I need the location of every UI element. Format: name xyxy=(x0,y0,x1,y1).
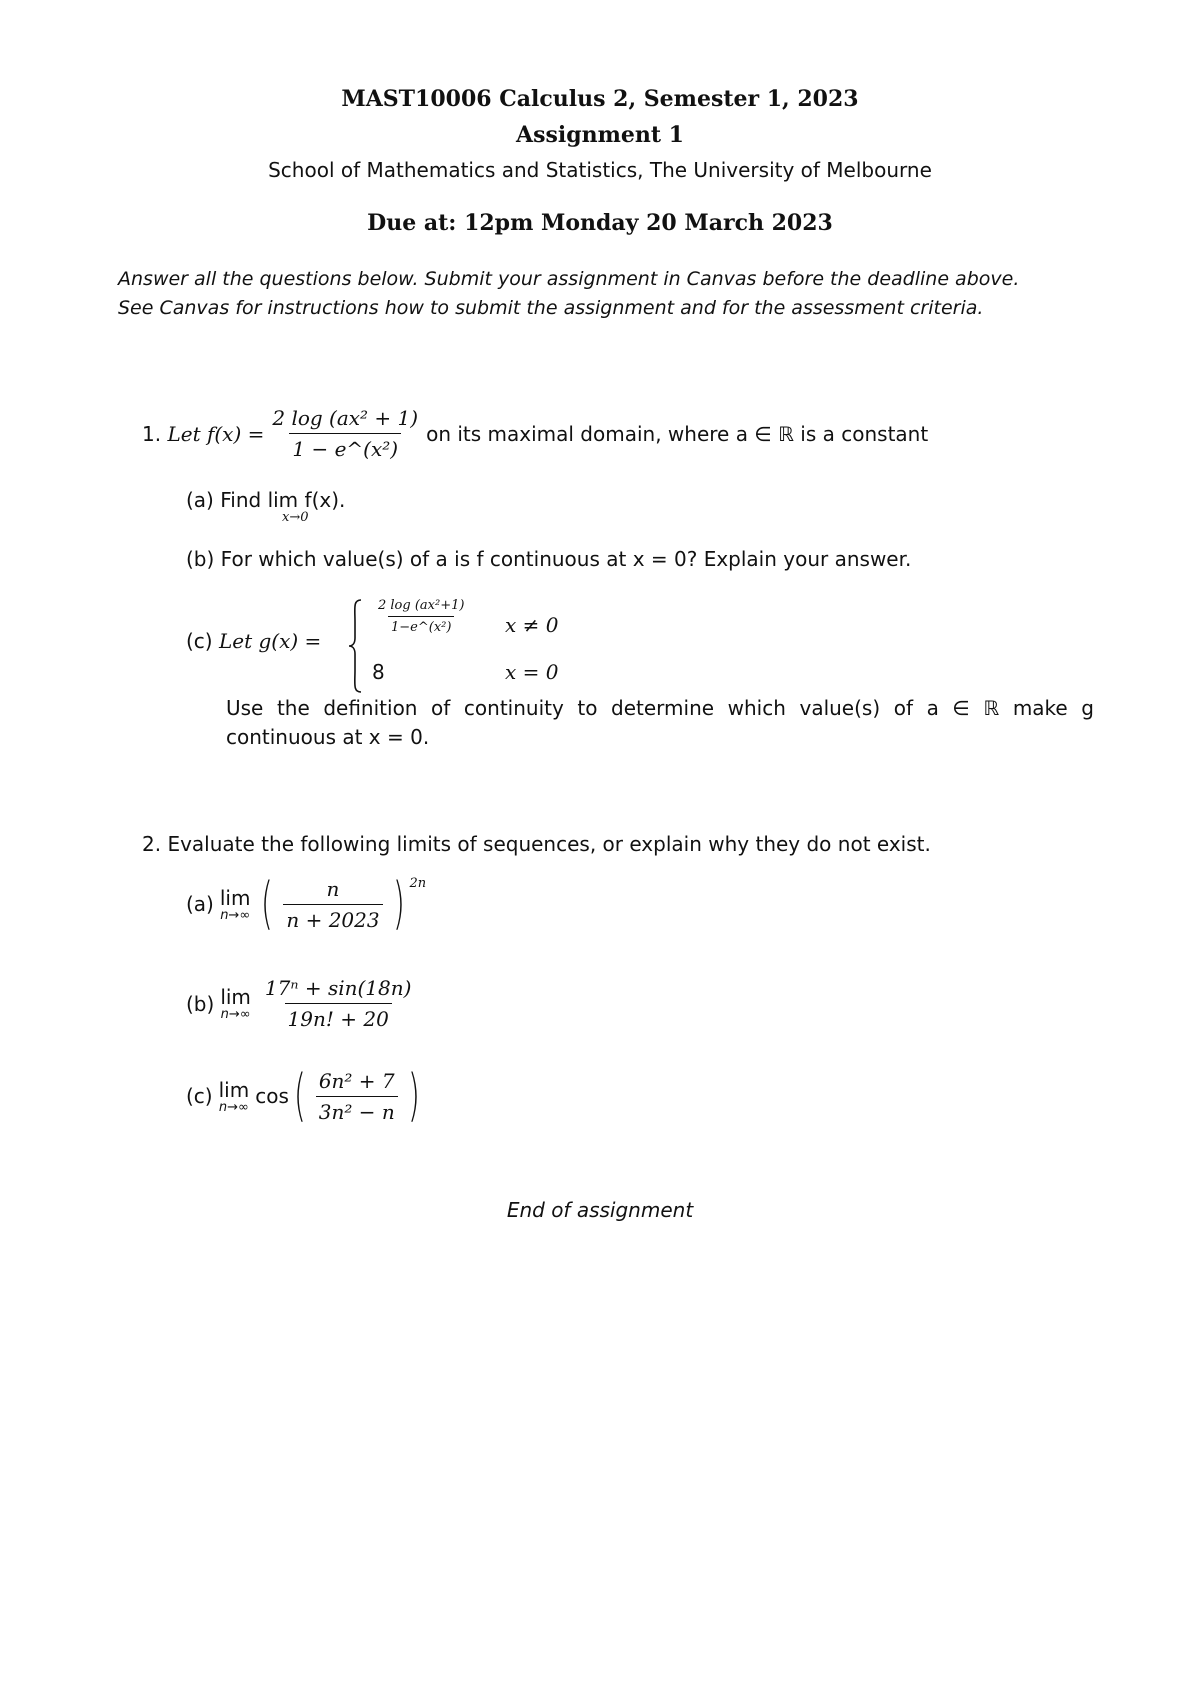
assignment-title: Assignment 1 xyxy=(516,122,684,148)
school-name: School of Mathematics and Statistics, The University of Melbourne xyxy=(268,158,932,182)
instructions-line-1: Answer all the questions below. Submit your assignment in Canvas before the deadline above. xyxy=(118,268,1020,290)
piecewise-case-1-expression xyxy=(370,598,472,635)
question-1c-label: (c) xyxy=(186,629,213,653)
question-1a-subscript: x→0 xyxy=(282,510,309,525)
question-2a-exponent: 2n xyxy=(409,876,427,891)
question-2a xyxy=(186,871,427,936)
question-1b-text: For which value(s) of a is f continuous at x = 0? Explain your answer. xyxy=(220,547,912,571)
instructions-line-2: See Canvas for instructions how to submit the assignment and for the assessment criteria. xyxy=(118,297,984,319)
right-paren: ) xyxy=(407,1063,420,1128)
question-2a-denominator: n + 2023 xyxy=(283,904,382,932)
case-1-denominator: 1−e^(x²) xyxy=(388,616,454,635)
question-2c-limit: lim n→∞ xyxy=(218,1077,250,1115)
piecewise-case-2-condition: x = 0 xyxy=(505,660,559,684)
question-1-denominator: 1 − e^(x²) xyxy=(289,433,401,461)
question-1a-text: Find lim f(x). xyxy=(220,488,346,512)
question-2c-fraction xyxy=(316,1069,398,1124)
left-paren: ( xyxy=(261,871,274,936)
question-1b-label: (b) xyxy=(186,547,215,571)
due-date: Due at: 12pm Monday 20 March 2023 xyxy=(367,210,833,236)
piecewise-brace xyxy=(348,598,362,694)
question-1c-lead: Let g(x) = xyxy=(218,629,322,653)
question-2a-limit: lim n→∞ xyxy=(219,885,251,923)
question-2a-numerator: n xyxy=(326,876,340,901)
right-paren: ) xyxy=(392,871,405,936)
question-1-number: 1. xyxy=(142,421,162,446)
question-1a-label: (a) xyxy=(186,488,214,512)
question-1 xyxy=(142,406,928,461)
question-1c-instruction-1: Use the definition of continuity to determine which value(s) of a ∈ ℝ make g xyxy=(226,696,1094,720)
question-2b xyxy=(186,976,419,1031)
question-2-number: 2. xyxy=(142,832,162,856)
end-of-assignment: End of assignment xyxy=(506,1198,694,1222)
question-2b-limit: lim n→∞ xyxy=(220,985,251,1022)
piecewise-case-2-expression: 8 xyxy=(372,660,385,684)
question-1-lead: Let f(x) = xyxy=(167,421,265,446)
question-2 xyxy=(142,832,931,856)
question-1c-instruction-2: continuous at x = 0. xyxy=(226,725,430,749)
case-1-numerator: 2 log (ax²+1) xyxy=(378,598,465,613)
question-1-numerator: 2 log (ax² + 1) xyxy=(272,406,419,430)
question-2c-denominator: 3n² − n xyxy=(316,1096,398,1124)
question-2c-numerator: 6n² + 7 xyxy=(318,1068,395,1093)
question-2b-numerator: 17ⁿ + sin(18n) xyxy=(264,976,412,1000)
left-paren: ( xyxy=(293,1063,306,1128)
question-2b-label: (b) xyxy=(186,991,215,1016)
question-2c xyxy=(186,1063,425,1128)
question-2c-function: cos xyxy=(255,1084,289,1108)
course-title: MAST10006 Calculus 2, Semester 1, 2023 xyxy=(341,86,859,112)
question-2a-fraction xyxy=(283,877,382,932)
piecewise-case-1-condition: x ≠ 0 xyxy=(505,613,559,637)
question-1-fraction xyxy=(269,406,421,461)
question-1-tail: on its maximal domain, where a ∈ ℝ is a constant xyxy=(426,421,929,446)
question-2c-label: (c) xyxy=(186,1084,213,1108)
question-1a xyxy=(186,488,345,512)
question-1b xyxy=(186,547,911,571)
question-1c xyxy=(186,629,321,653)
question-2b-denominator: 19n! + 20 xyxy=(285,1003,392,1031)
question-2-lead: Evaluate the following limits of sequences, or explain why they do not exist. xyxy=(167,832,931,856)
question-2b-fraction xyxy=(262,976,415,1031)
question-2a-label: (a) xyxy=(186,892,214,916)
